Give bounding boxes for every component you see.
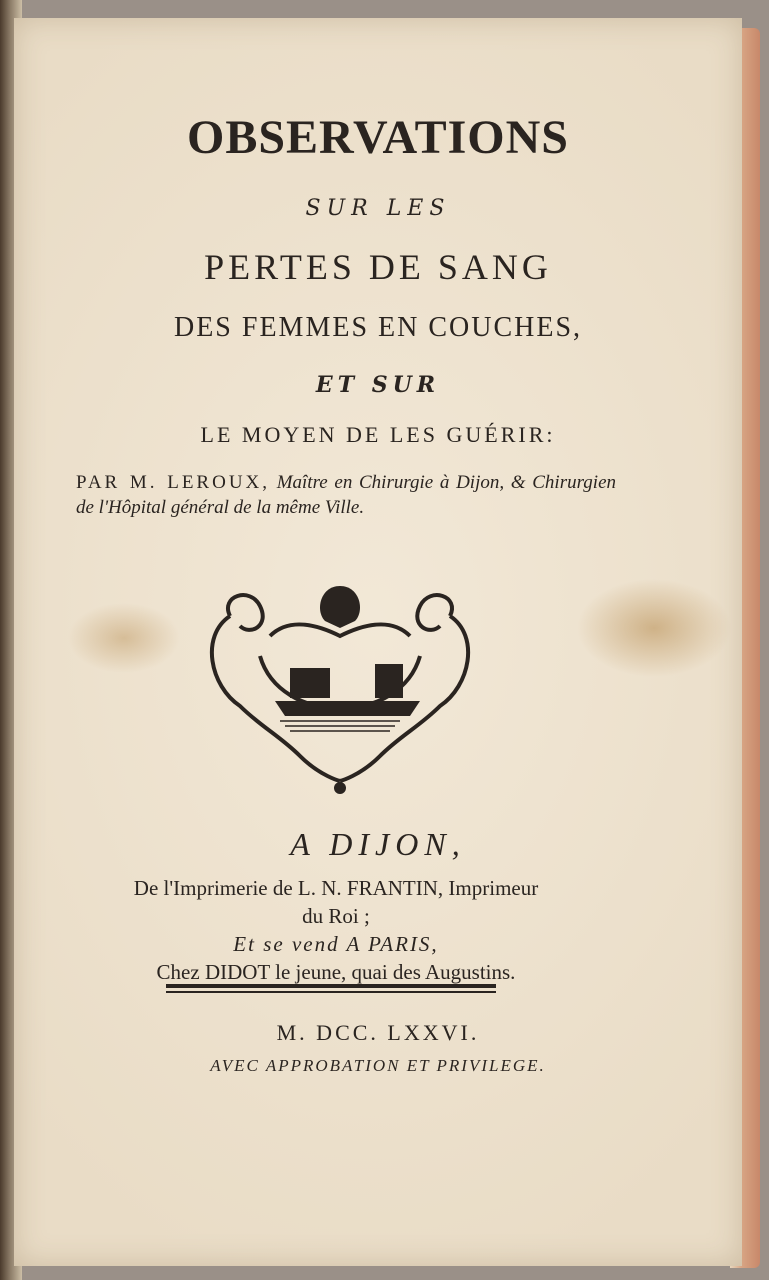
author-statement: [76, 470, 616, 520]
subject-line-1: PERTES DE SANG: [204, 247, 552, 287]
title-page: [14, 18, 742, 1266]
imprint-block: [66, 874, 606, 986]
subtitle-connector-2: ET SUR: [315, 372, 441, 398]
sold-line: Et se vend A PARIS,: [233, 932, 439, 956]
subject-line-2: DES FEMMES EN COUCHES,: [173, 312, 583, 343]
printer-line-1: De l'Imprimerie de L. N. FRANTIN, Imprimeur: [133, 876, 539, 900]
imprint-city: A DIJON,: [290, 826, 466, 862]
seller-line: Chez DIDOT le jeune, quai des Augustins.: [156, 960, 516, 984]
approbation-line: AVEC APPROBATION ET PRIVILEGE.: [210, 1056, 546, 1075]
publication-date: M. DCC. LXXVI.: [276, 1020, 480, 1045]
subject-line-3: LE MOYEN DE LES GUÉRIR:: [200, 422, 556, 447]
double-rule: [166, 984, 496, 994]
author-name: PAR M. LEROUX,: [76, 472, 271, 493]
author-credentials: Maître en Chirurgie à Dijon, & Chirurgien de l'Hôpital général de la même Ville.: [76, 472, 616, 518]
subtitle-connector: SUR LES: [305, 196, 451, 221]
printers-ornament-vignette: [190, 576, 490, 796]
book-title: OBSERVATIONS: [186, 111, 569, 164]
printer-line-2: du Roi ;: [302, 904, 370, 928]
